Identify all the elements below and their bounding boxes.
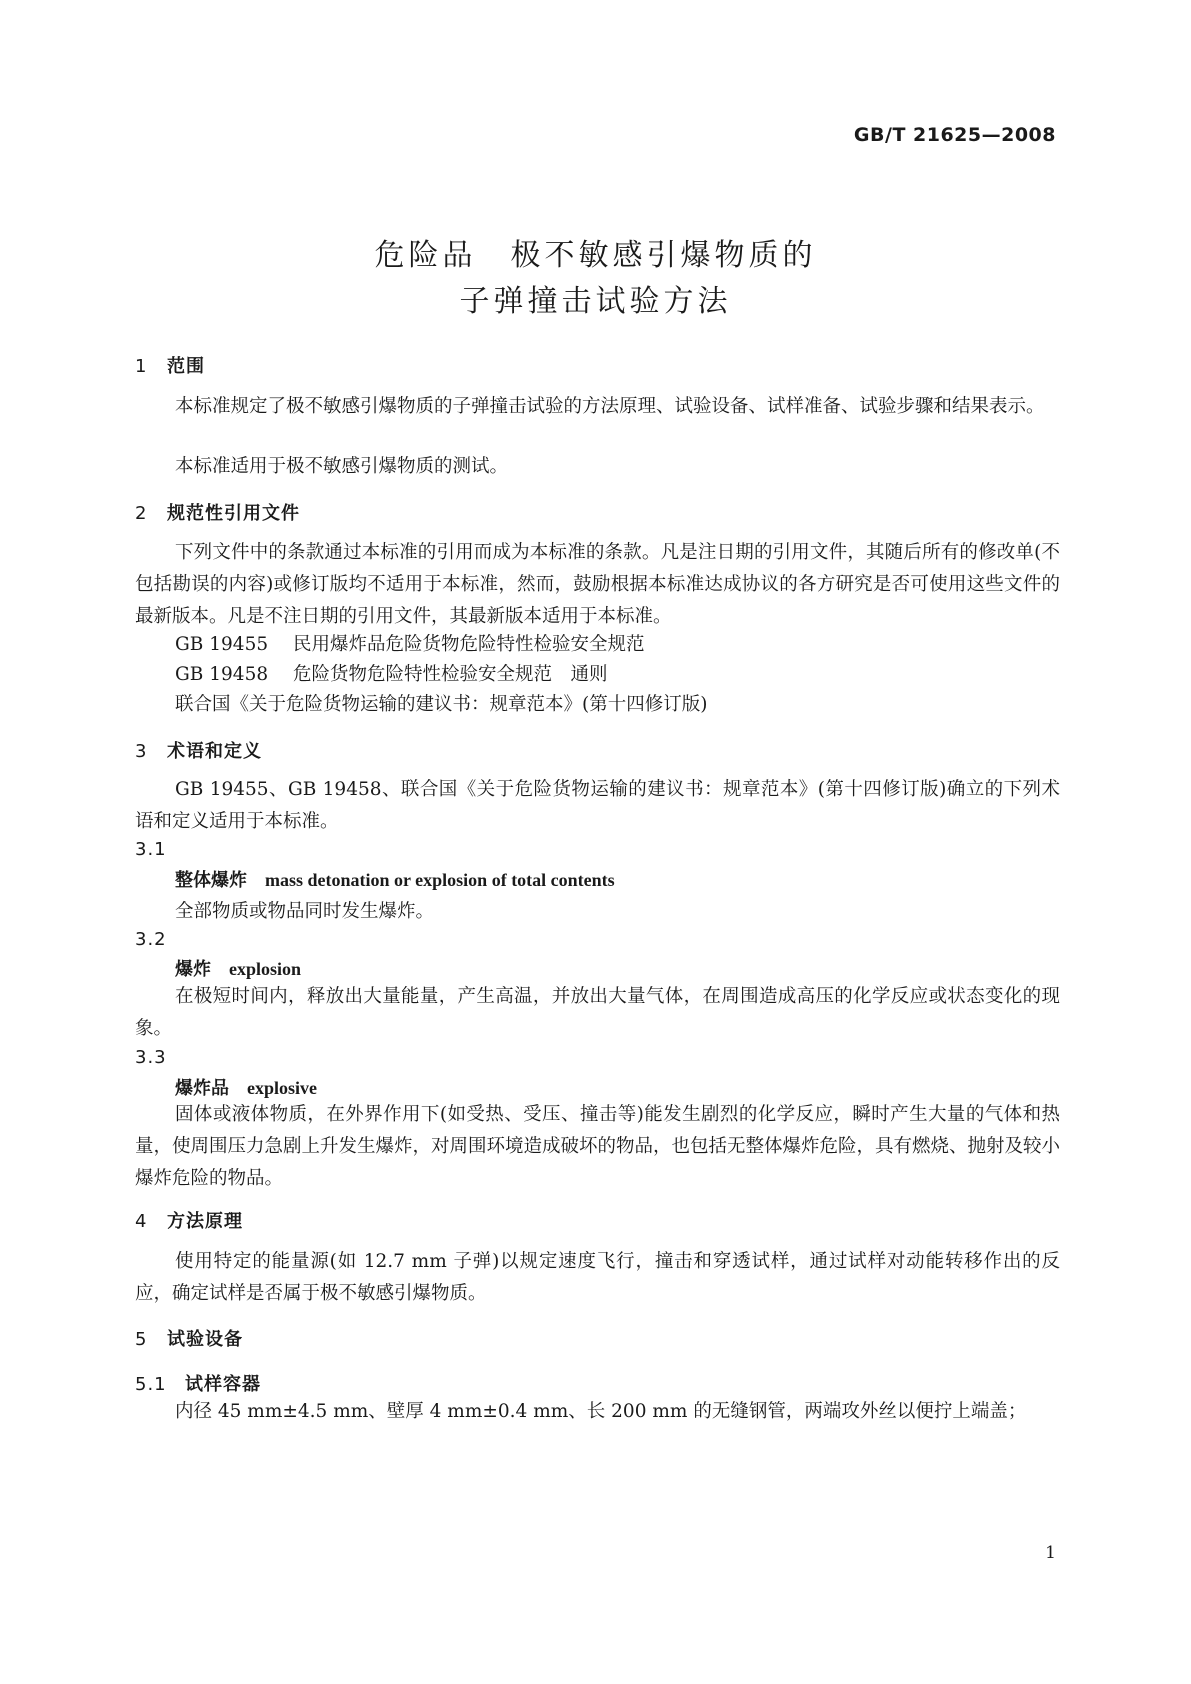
term-definition: 固体或液体物质，在外界作用下(如受热、受压、撞击等)能发生剧烈的化学反应，瞬时产生大量的气体和热量，使周围压力急剧上升发生爆炸，对周围环境造成破坏的物品，也包括无整体爆炸危险，具有燃烧、抛射及较小爆炸危险的物品。 <box>135 1104 1061 1189</box>
term-zh: 整体爆炸 <box>175 870 247 891</box>
section-title: 方法原理 <box>167 1211 243 1232</box>
term-number: 3.2 <box>135 929 167 950</box>
section-4-heading <box>135 1207 243 1233</box>
section-number: 4 <box>135 1211 148 1232</box>
reference-item <box>175 660 608 686</box>
section-1-heading <box>135 352 205 378</box>
section-1-paragraph-2: 本标准适用于极不敏感引爆物质的测试。 <box>175 456 509 477</box>
section-number: 3 <box>135 741 148 762</box>
term-en: mass detonation or explosion of total contents <box>265 870 615 890</box>
section-3-paragraph-1: GB 19455、GB 19458、联合国《关于危险货物运输的建议书：规章范本》(第十四修订版)确立的下列术语和定义适用于本标准。 <box>135 779 1060 832</box>
page-number: 1 <box>1045 1543 1056 1563</box>
term-zh: 爆炸 <box>175 959 211 980</box>
section-3-heading <box>135 737 262 763</box>
section-title: 术语和定义 <box>167 741 262 762</box>
term-en: explosion <box>229 959 302 979</box>
subsection-5-1-heading <box>135 1370 261 1396</box>
section-title: 规范性引用文件 <box>167 503 300 524</box>
term-en: explosive <box>247 1078 317 1098</box>
term-number: 3.3 <box>135 1047 167 1068</box>
reference-code: GB 19458 <box>175 664 269 685</box>
section-number: 1 <box>135 356 148 377</box>
reference-title: 民用爆炸品危险货物危险特性检验安全规范 <box>293 634 645 655</box>
section-1-paragraph-1: 本标准规定了极不敏感引爆物质的子弹撞击试验的方法原理、试验设备、试样准备、试验步骤和结果表示。 <box>175 396 1045 417</box>
reference-item <box>175 630 645 656</box>
section-5-heading <box>135 1325 243 1351</box>
reference-title: 危险货物危险特性检验安全规范 通则 <box>293 664 608 685</box>
term-definition: 全部物质或物品同时发生爆炸。 <box>175 901 435 922</box>
term-number: 3.1 <box>135 839 167 860</box>
term-definition: 在极短时间内，释放出大量能量，产生高温，并放出大量气体，在周围造成高压的化学反应或状态变化的现象。 <box>135 986 1060 1039</box>
subsection-number: 5.1 <box>135 1374 167 1395</box>
title-line-2: 子弹撞击试验方法 <box>459 284 732 319</box>
term-entry <box>175 1074 317 1100</box>
section-number: 2 <box>135 503 148 524</box>
section-2-paragraph-1: 下列文件中的条款通过本标准的引用而成为本标准的条款。凡是注日期的引用文件，其随后所有的修改单(不包括勘误的内容)或修订版均不适用于本标准，然而，鼓励根据本标准达成协议的各方研究是否可使用这些文件的最新版本。凡是不注日期的引用文件，其最新版本适用于本标准。 <box>135 542 1060 627</box>
section-4-paragraph-1: 使用特定的能量源(如 12.7 mm 子弹)以规定速度飞行，撞击和穿透试样，通过试样对动能转移作出的反应，确定试样是否属于极不敏感引爆物质。 <box>135 1251 1060 1304</box>
subsection-title: 试样容器 <box>185 1374 261 1395</box>
term-entry <box>175 866 615 892</box>
reference-code: GB 19455 <box>175 634 269 655</box>
term-entry <box>175 955 301 981</box>
term-zh: 爆炸品 <box>175 1078 229 1099</box>
standard-code: GB/T 21625—2008 <box>853 124 1056 146</box>
section-number: 5 <box>135 1329 148 1350</box>
reference-item-un: 联合国《关于危险货物运输的建议书：规章范本》(第十四修订版) <box>175 694 708 715</box>
section-title: 范围 <box>167 356 205 377</box>
section-title: 试验设备 <box>167 1329 243 1350</box>
title-line-1: 危险品 极不敏感引爆物质的 <box>374 238 817 273</box>
subsection-5-1-paragraph-1: 内径 45 mm±4.5 mm、壁厚 4 mm±0.4 mm、长 200 mm 的无缝钢管，两端攻外丝以便拧上端盖； <box>175 1401 1027 1422</box>
section-2-heading <box>135 499 300 525</box>
